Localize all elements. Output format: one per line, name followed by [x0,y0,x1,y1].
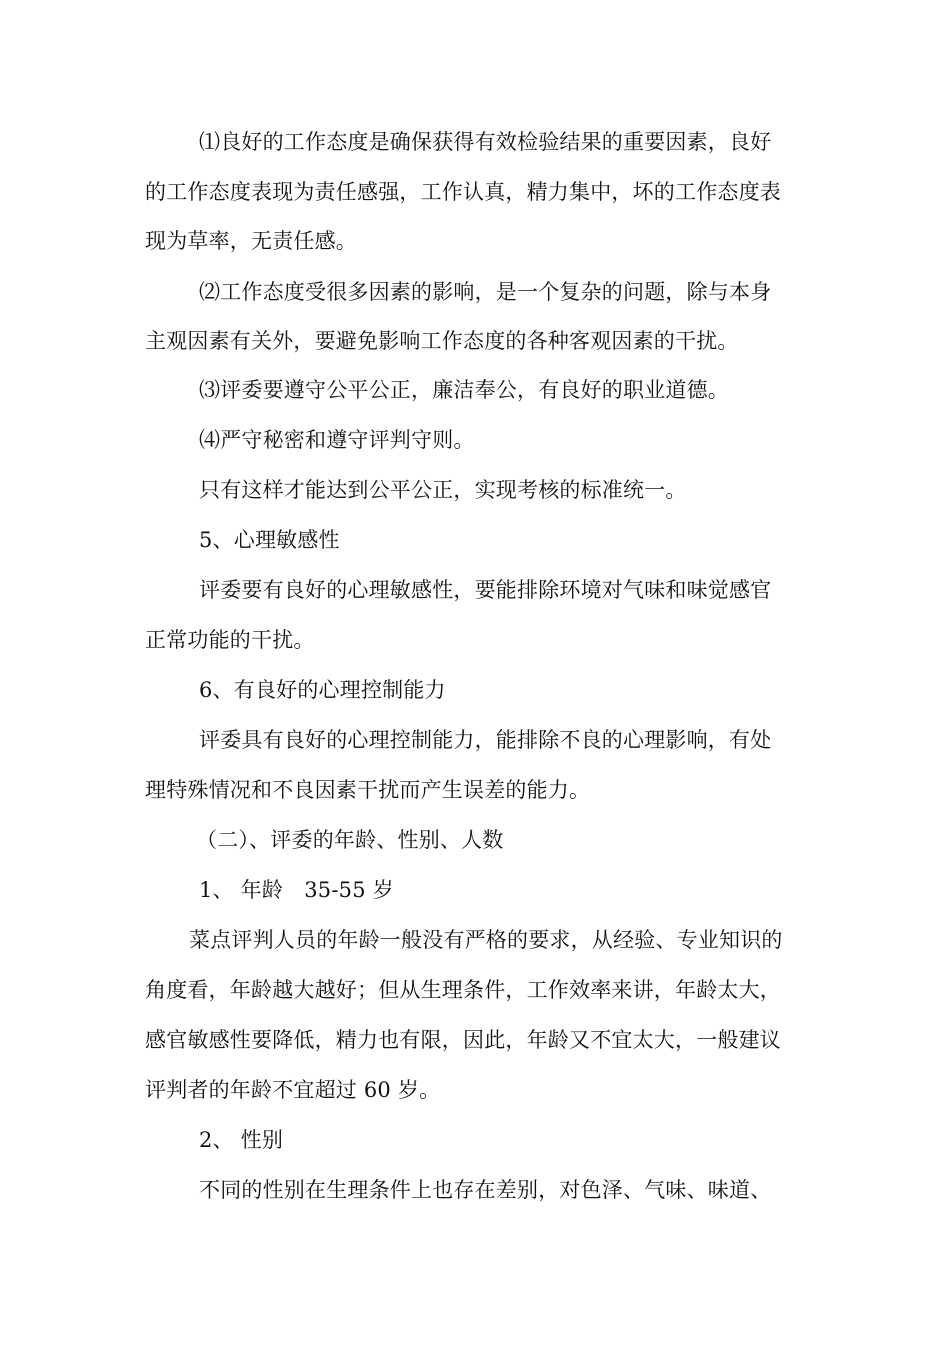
paragraph-line-3: 现为草率，无责任感。 [145,229,357,253]
paragraph-line-9: 评委要有良好的心理敏感性，要能排除环境对气味和味觉感官 [199,578,772,602]
paragraph-line-12: 理特殊情况和不良因素干扰而产生误差的能力。 [145,778,591,802]
paragraph-line-11: 评委具有良好的心理控制能力，能排除不良的心理影响，有处 [199,728,772,752]
paragraph-line-2: 的工作态度表现为责任感强，工作认真，精力集中，坏的工作态度表 [145,180,781,204]
paragraph-line-4: ⑵工作态度受很多因素的影响，是一个复杂的问题，除与本身 [199,280,772,304]
paragraph-line-5: 主观因素有关外，要避免影响工作态度的各种客观因素的干扰。 [145,329,739,353]
paragraph-line-16: 评判者的年龄不宜超过 60 岁。 [145,1078,441,1102]
section-heading-5: 5、心理敏感性 [199,528,340,552]
paragraph-line-8: 只有这样才能达到公平公正，实现考核的标准统一。 [199,478,687,502]
section-heading-age: 1、 年龄 35-55 岁 [199,878,394,902]
paragraph-line-10: 正常功能的干扰。 [145,628,315,652]
paragraph-line-1: ⑴良好的工作态度是确保获得有效检验结果的重要因素，良好 [199,130,772,154]
paragraph-line-17: 不同的性别在生理条件上也存在差别，对色泽、气味、味道、 [199,1178,772,1202]
section-heading-gender: 2、 性别 [199,1128,284,1152]
section-heading-6: 6、有良好的心理控制能力 [199,678,446,702]
section-heading-2: （二）、评委的年龄、性别、人数 [196,828,504,852]
paragraph-line-14: 角度看，年龄越大越好；但从生理条件，工作效率来讲，年龄太大， [145,978,781,1002]
paragraph-line-6: ⑶评委要遵守公平公正，廉洁奉公，有良好的职业道德。 [199,378,729,402]
paragraph-line-15: 感官敏感性要降低，精力也有限，因此，年龄又不宜太大，一般建议 [145,1028,781,1052]
paragraph-line-13: 菜点评判人员的年龄一般没有严格的要求，从经验、专业知识的 [189,928,783,952]
paragraph-line-7: ⑷严守秘密和遵守评判守则。 [199,428,475,452]
